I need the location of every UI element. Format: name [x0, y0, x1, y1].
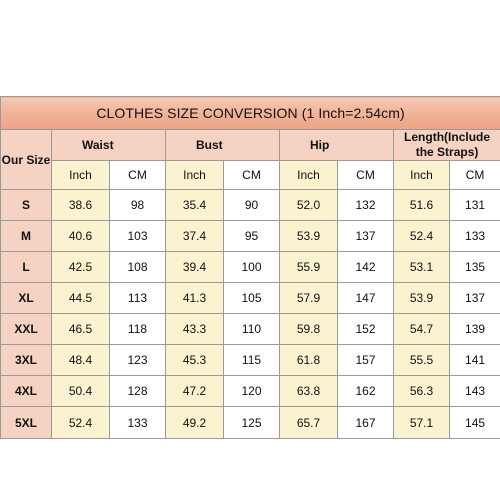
length-cm-cell: 131 [450, 190, 500, 221]
length-cm-cell: 139 [450, 314, 500, 345]
length-inch-header: Inch [394, 161, 450, 190]
waist-cm-header: CM [110, 161, 166, 190]
bust-cm-cell: 105 [224, 283, 280, 314]
table-row [1, 407, 500, 439]
table-row [1, 190, 500, 221]
bust-cm-cell: 125 [224, 407, 280, 439]
table-row [1, 314, 500, 345]
hip-inch-cell: 53.9 [280, 221, 338, 252]
size-label: 5XL [1, 407, 52, 439]
size-label: 4XL [1, 376, 52, 407]
bust-inch-cell: 45.3 [166, 345, 224, 376]
table-body [1, 97, 500, 439]
size-label: M [1, 221, 52, 252]
hip-inch-header: Inch [280, 161, 338, 190]
bust-header: Bust [166, 130, 280, 161]
waist-inch-cell: 44.5 [52, 283, 110, 314]
length-cm-cell: 133 [450, 221, 500, 252]
length-cm-cell: 137 [450, 283, 500, 314]
waist-inch-cell: 52.4 [52, 407, 110, 439]
bust-cm-cell: 120 [224, 376, 280, 407]
table-row [1, 376, 500, 407]
hip-cm-cell: 162 [338, 376, 394, 407]
length-cm-cell: 141 [450, 345, 500, 376]
bust-cm-cell: 95 [224, 221, 280, 252]
hip-inch-cell: 61.8 [280, 345, 338, 376]
waist-inch-header: Inch [52, 161, 110, 190]
waist-inch-cell: 40.6 [52, 221, 110, 252]
hip-cm-cell: 157 [338, 345, 394, 376]
length-inch-cell: 52.4 [394, 221, 450, 252]
waist-cm-cell: 98 [110, 190, 166, 221]
length-inch-cell: 51.6 [394, 190, 450, 221]
waist-inch-cell: 50.4 [52, 376, 110, 407]
hip-header: Hip [280, 130, 394, 161]
bust-cm-cell: 90 [224, 190, 280, 221]
table-row [1, 252, 500, 283]
waist-cm-cell: 103 [110, 221, 166, 252]
bust-inch-cell: 41.3 [166, 283, 224, 314]
hip-inch-cell: 65.7 [280, 407, 338, 439]
table-row [1, 345, 500, 376]
length-inch-cell: 53.9 [394, 283, 450, 314]
size-conversion-table [0, 96, 500, 439]
bust-inch-cell: 43.3 [166, 314, 224, 345]
hip-inch-cell: 57.9 [280, 283, 338, 314]
length-cm-cell: 143 [450, 376, 500, 407]
hip-cm-cell: 132 [338, 190, 394, 221]
waist-cm-cell: 118 [110, 314, 166, 345]
length-cm-header: CM [450, 161, 500, 190]
waist-cm-cell: 133 [110, 407, 166, 439]
length-header: Length(Include the Straps) [394, 130, 500, 161]
our-size-header: Our Size [1, 130, 52, 190]
group-header-row [1, 130, 500, 161]
bust-cm-cell: 110 [224, 314, 280, 345]
length-inch-cell: 57.1 [394, 407, 450, 439]
hip-cm-cell: 147 [338, 283, 394, 314]
waist-cm-cell: 123 [110, 345, 166, 376]
waist-header: Waist [52, 130, 166, 161]
hip-inch-cell: 55.9 [280, 252, 338, 283]
hip-cm-cell: 142 [338, 252, 394, 283]
length-inch-cell: 54.7 [394, 314, 450, 345]
waist-inch-cell: 46.5 [52, 314, 110, 345]
length-cm-cell: 145 [450, 407, 500, 439]
bust-inch-cell: 35.4 [166, 190, 224, 221]
table-row [1, 221, 500, 252]
hip-cm-cell: 152 [338, 314, 394, 345]
hip-cm-cell: 167 [338, 407, 394, 439]
waist-cm-cell: 108 [110, 252, 166, 283]
size-label: XL [1, 283, 52, 314]
waist-inch-cell: 42.5 [52, 252, 110, 283]
hip-inch-cell: 63.8 [280, 376, 338, 407]
table-title: CLOTHES SIZE CONVERSION (1 Inch=2.54cm) [1, 97, 500, 130]
bust-inch-cell: 49.2 [166, 407, 224, 439]
bust-cm-header: CM [224, 161, 280, 190]
length-inch-cell: 53.1 [394, 252, 450, 283]
waist-inch-cell: 48.4 [52, 345, 110, 376]
waist-cm-cell: 113 [110, 283, 166, 314]
size-label: L [1, 252, 52, 283]
hip-cm-cell: 137 [338, 221, 394, 252]
size-label: XXL [1, 314, 52, 345]
bust-inch-cell: 37.4 [166, 221, 224, 252]
title-row [1, 97, 500, 130]
hip-cm-header: CM [338, 161, 394, 190]
bust-inch-header: Inch [166, 161, 224, 190]
hip-inch-cell: 52.0 [280, 190, 338, 221]
length-cm-cell: 135 [450, 252, 500, 283]
size-label: S [1, 190, 52, 221]
table-row [1, 283, 500, 314]
unit-header-row [1, 161, 500, 190]
waist-inch-cell: 38.6 [52, 190, 110, 221]
bust-cm-cell: 100 [224, 252, 280, 283]
size-label: 3XL [1, 345, 52, 376]
length-inch-cell: 56.3 [394, 376, 450, 407]
length-inch-cell: 55.5 [394, 345, 450, 376]
bust-inch-cell: 47.2 [166, 376, 224, 407]
hip-inch-cell: 59.8 [280, 314, 338, 345]
bust-inch-cell: 39.4 [166, 252, 224, 283]
waist-cm-cell: 128 [110, 376, 166, 407]
bust-cm-cell: 115 [224, 345, 280, 376]
